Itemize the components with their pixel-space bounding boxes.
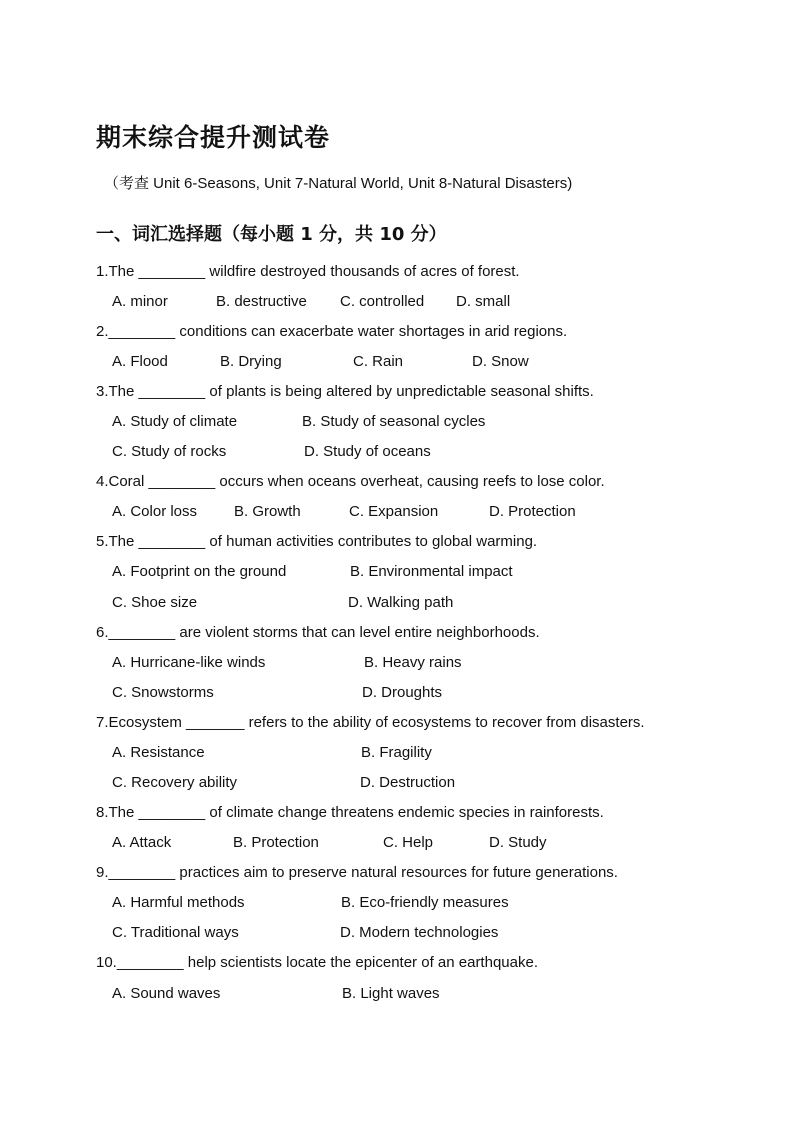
question-3-option-d: D. Study of oceans xyxy=(304,443,431,460)
question-2-option-c: C. Rain xyxy=(353,353,404,370)
question-7-option-a: A. Resistance xyxy=(112,744,205,761)
question-1-option-a: A. minor xyxy=(112,293,168,310)
question-3-option-c: C. Study of rocks xyxy=(112,443,227,460)
question-8-stem: 8.The ________ of climate change threatens endemic species in rainforests. xyxy=(96,804,604,821)
question-3-option-a: A. Study of climate xyxy=(112,413,238,430)
question-2-stem: 2.________ conditions can exacerbate water shortages in arid regions. xyxy=(96,323,568,340)
question-3-stem: 3.The ________ of plants is being altered by unpredictable seasonal shifts. xyxy=(96,383,594,400)
question-9-option-b: B. Eco-friendly measures xyxy=(341,894,509,911)
question-9-option-c: C. Traditional ways xyxy=(112,924,239,941)
question-6-option-a: A. Hurricane-like winds xyxy=(112,654,266,671)
question-6-option-b: B. Heavy rains xyxy=(364,654,462,671)
question-9-option-a: A. Harmful methods xyxy=(112,894,245,911)
question-4-option-a: A. Color loss xyxy=(112,503,198,520)
question-6-option-c: C. Snowstorms xyxy=(112,684,214,701)
question-2-option-b: B. Drying xyxy=(220,353,282,370)
question-5-stem: 5.The ________ of human activities contributes to global warming. xyxy=(96,533,538,550)
question-8-option-c: C. Help xyxy=(383,834,434,851)
section-heading: 一、词汇选择题（每小题 1 分，共 10 分） xyxy=(96,224,447,245)
page-subtitle: （考查 Unit 6-Seasons, Unit 7-Natural World, Unit 8-Natural Disasters) xyxy=(104,175,573,192)
question-1-option-d: D. small xyxy=(456,293,511,310)
question-4-option-c: C. Expansion xyxy=(349,503,439,520)
question-7-stem: 7.Ecosystem _______ refers to the ability of ecosystems to recover from disasters. xyxy=(96,714,645,731)
question-8-option-a: A. Attack xyxy=(112,834,172,851)
question-1-option-b: B. destructive xyxy=(216,293,307,310)
question-5-option-d: D. Walking path xyxy=(348,594,454,611)
question-4-stem: 4.Coral ________ occurs when oceans overheat, causing reefs to lose color. xyxy=(96,473,605,490)
question-6-stem: 6.________ are violent storms that can level entire neighborhoods. xyxy=(96,624,540,641)
question-6-option-d: D. Droughts xyxy=(362,684,443,701)
question-5-option-c: C. Shoe size xyxy=(112,594,198,611)
question-8-option-b: B. Protection xyxy=(233,834,319,851)
question-3-option-b: B. Study of seasonal cycles xyxy=(302,413,486,430)
question-7-option-b: B. Fragility xyxy=(361,744,432,761)
question-7-option-c: C. Recovery ability xyxy=(112,774,238,791)
question-9-option-d: D. Modern technologies xyxy=(340,924,499,941)
question-10-option-a: A. Sound waves xyxy=(112,985,221,1002)
question-9-stem: 9.________ practices aim to preserve natural resources for future generations. xyxy=(96,864,618,881)
question-5-option-a: A. Footprint on the ground xyxy=(112,563,287,580)
question-4-option-d: D. Protection xyxy=(489,503,576,520)
question-7-option-d: D. Destruction xyxy=(360,774,456,791)
question-2-option-a: A. Flood xyxy=(112,353,168,370)
question-5-option-b: B. Environmental impact xyxy=(350,563,513,580)
question-2-option-d: D. Snow xyxy=(472,353,529,370)
question-8-option-d: D. Study xyxy=(489,834,547,851)
question-4-option-b: B. Growth xyxy=(234,503,301,520)
page-title: 期末综合提升测试卷 xyxy=(96,123,331,152)
question-10-option-b: B. Light waves xyxy=(342,985,440,1002)
question-1-option-c: C. controlled xyxy=(340,293,425,310)
question-10-stem: 10.________ help scientists locate the epicenter of an earthquake. xyxy=(96,954,538,971)
question-1-stem: 1.The ________ wildfire destroyed thousands of acres of forest. xyxy=(96,263,520,280)
